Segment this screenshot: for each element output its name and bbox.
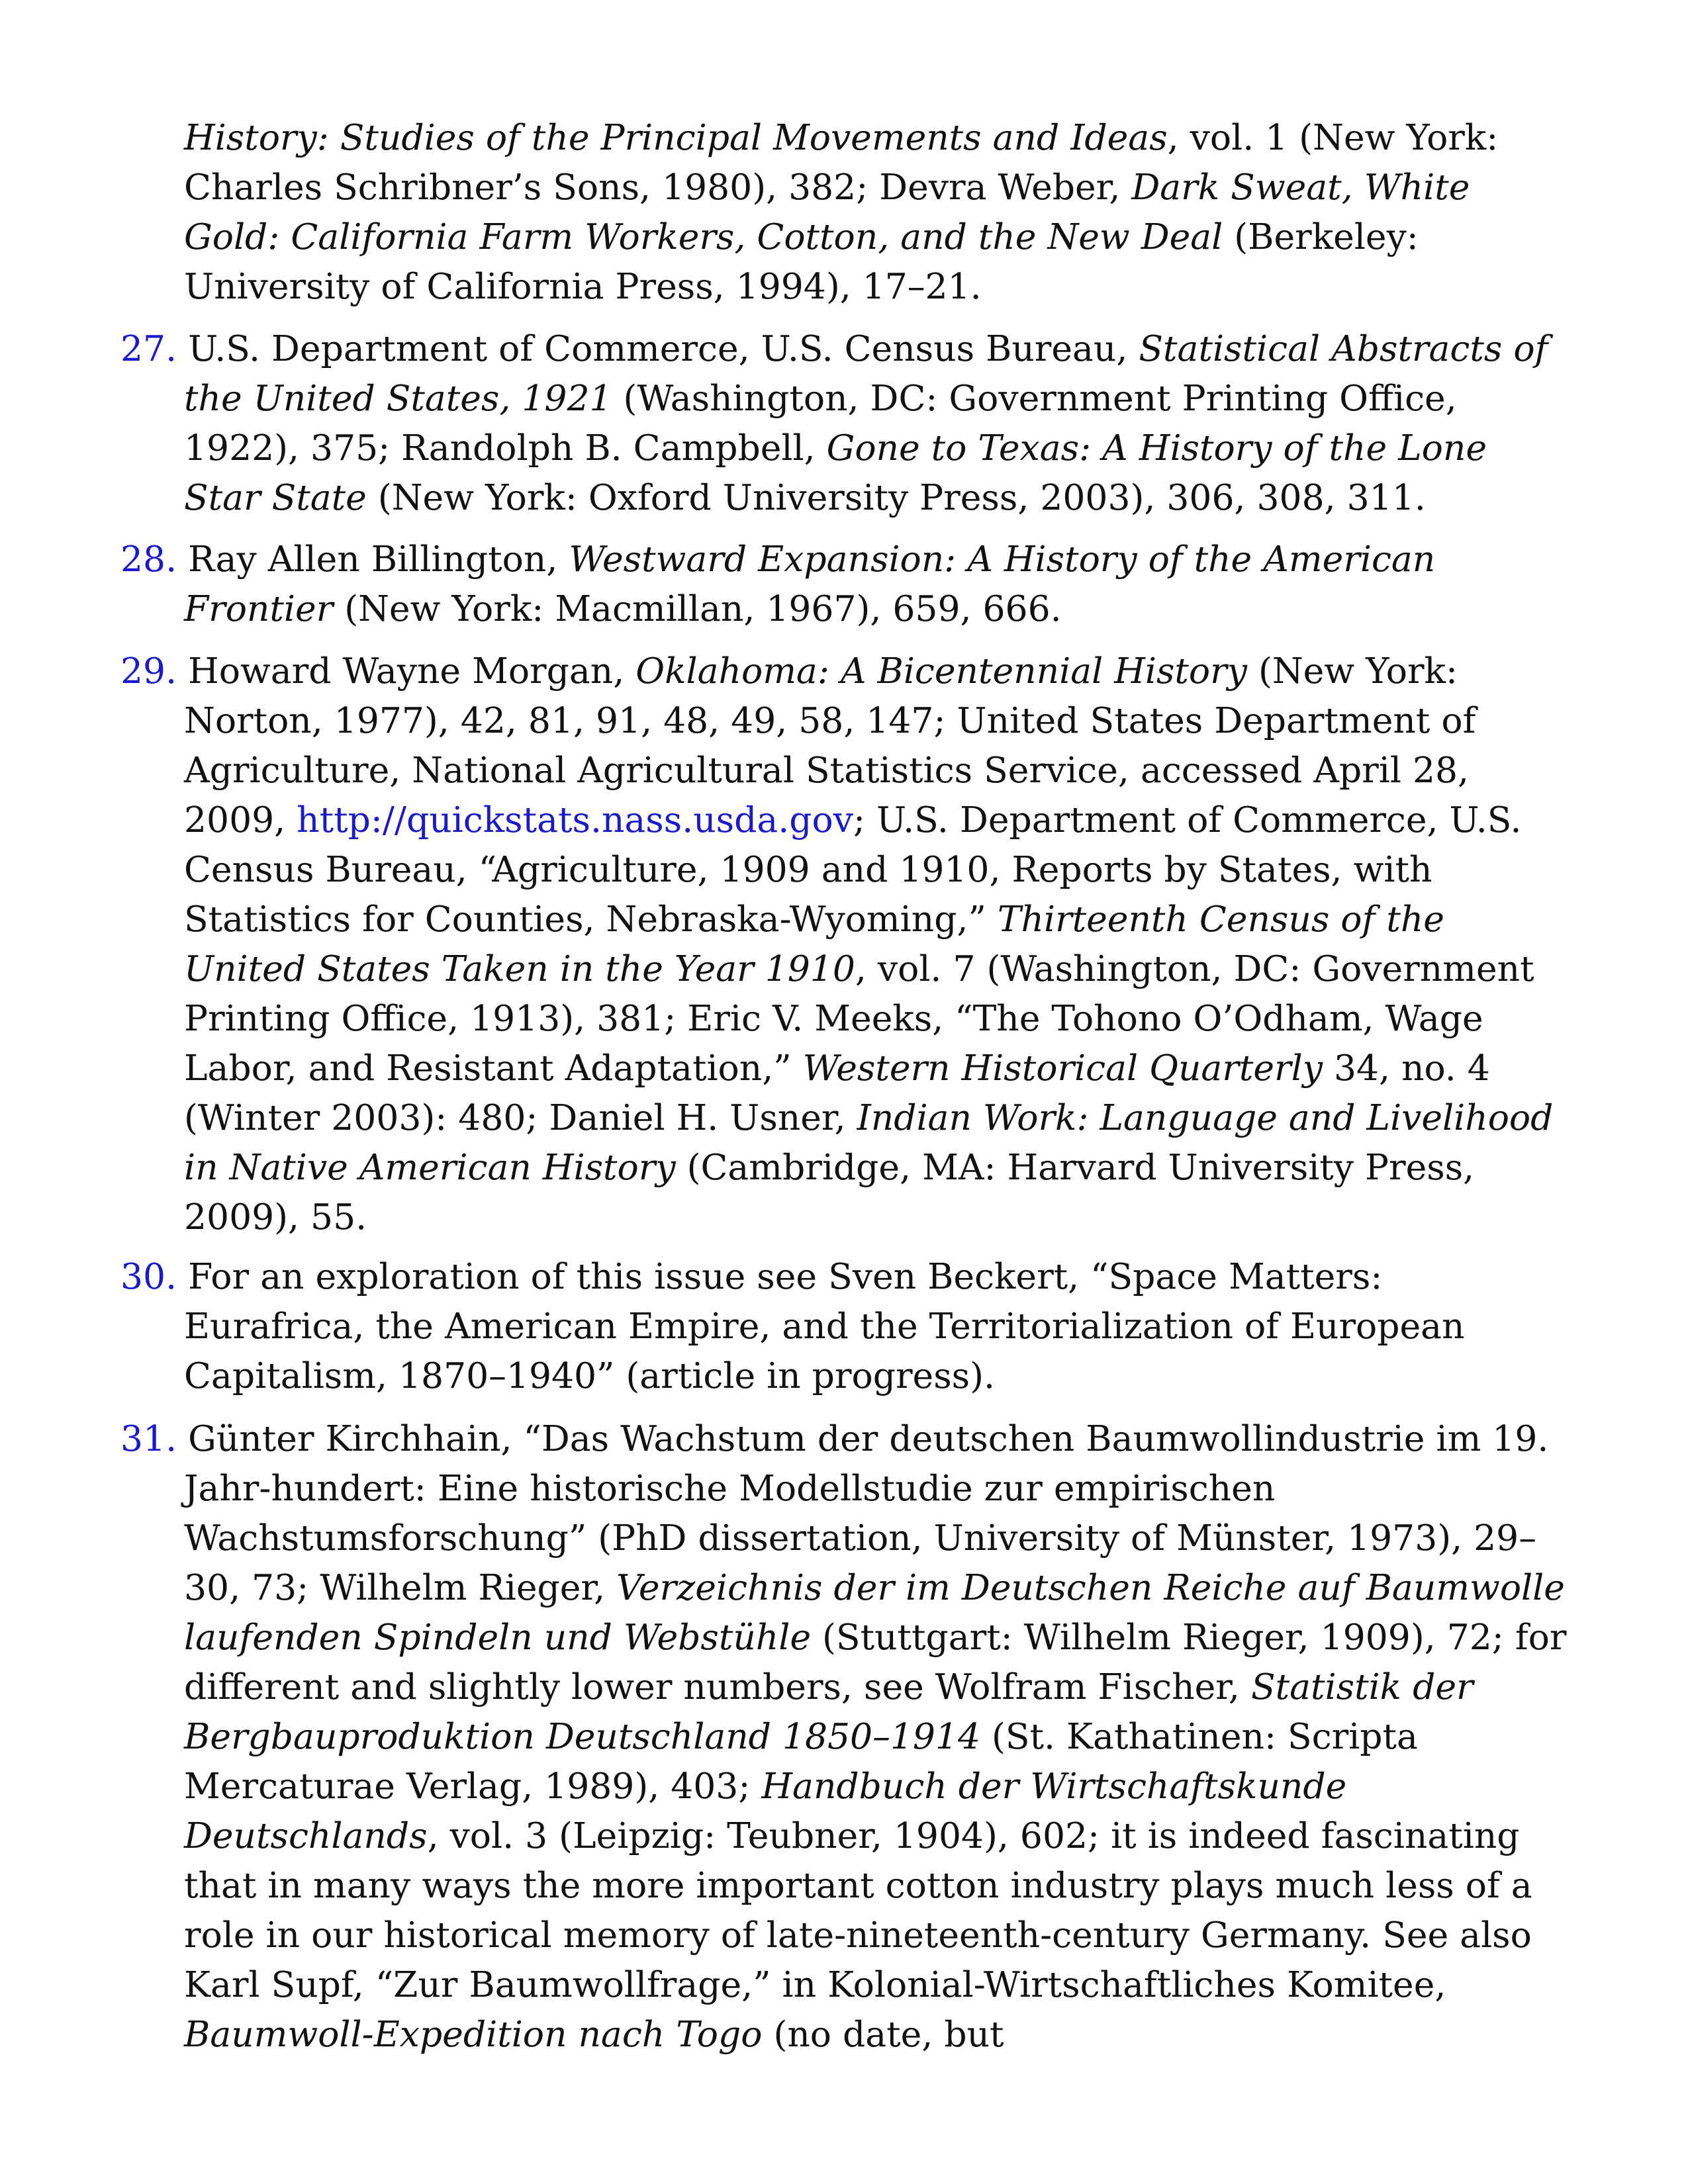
endnote-30 xyxy=(120,1251,1570,1400)
endnote-text-segment: Thirteenth Census of the United States Taken in the Year 1910 xyxy=(184,898,1444,989)
endnote-text-segment: U.S. Department of Commerce, U.S. Census Bureau, xyxy=(177,328,1139,369)
endnote-text-segment: Dark Sweat, White Gold: California Farm Workers, Cotton, and the New Deal xyxy=(184,166,1470,257)
endnote-number[interactable]: 27. xyxy=(120,328,177,369)
endnote-text-segment: , vol. 1 (New York: Charles Schribner’s Sons, 1980), 382; Devra Weber, xyxy=(184,116,1499,208)
endnote-text-segment: , vol. 3 (Leipzig: Teubner, 1904), 602; it is indeed fascinating that in many ways the more important cotton industry plays much less of a role in our historical memory of late-nineteenth-century Germany. See also Karl Supf, “Zur Baumwollfrage,” in Kolonial-Wirtschaftliches Komitee, xyxy=(184,1815,1532,2005)
endnote-text-segment: Westward Expansion: A History of the American Frontier xyxy=(184,538,1436,629)
endnote-text-segment: Statistical Abstracts of the United States, 1921 xyxy=(184,328,1548,419)
endnote-continuation xyxy=(120,113,1570,311)
endnote-28 xyxy=(120,534,1570,633)
endnote-text-segment: Ray Allen Billington, xyxy=(177,538,569,580)
endnote-text-segment: (St. Kathatinen: Scripta Mercaturae Verlag, 1989), 403; xyxy=(184,1715,1418,1807)
endnote-number[interactable]: 29. xyxy=(120,650,177,692)
endnote-text-segment: (New York: Macmillan, 1967), 659, 666. xyxy=(333,588,1062,629)
endnote-text-segment: Statistik der Bergbauproduktion Deutschland 1850–1914 xyxy=(184,1666,1474,1757)
endnote-text-segment: Western Historical Quarterly xyxy=(802,1047,1323,1089)
usda-quickstats-link[interactable]: http://quickstats.nass.usda.gov xyxy=(297,799,853,841)
endnote-text-segment: (Berkeley: University of California Press, 1994), 17–21. xyxy=(184,216,1419,307)
endnote-text-segment: Howard Wayne Morgan, xyxy=(177,650,636,692)
endnote-31 xyxy=(120,1414,1570,2059)
endnote-text-segment: (New York: Norton, 1977), 42, 81, 91, 48, 49, 58, 147; United States Department of Agriculture, National Agricultural Statistics Service, accessed April 28, 2009, xyxy=(184,650,1476,841)
endnote-text-segment: (Cambridge, MA: Harvard University Press, 2009), 55. xyxy=(184,1146,1475,1238)
endnote-number[interactable]: 28. xyxy=(120,538,177,580)
endnote-text-segment: Gone to Texas: A History of the Lone Star State xyxy=(184,427,1487,518)
endnote-text-segment: ; U.S. Department of Commerce, U.S. Census Bureau, “Agriculture, 1909 and 1910, Reports by States, with Statistics for Counties, Nebraska-Wyoming,” xyxy=(184,799,1522,940)
endnote-text-segment: Verzeichnis der im Deutschen Reiche auf Baumwolle laufenden Spindeln und Webstühle xyxy=(184,1567,1565,1658)
endnote-text-segment: 34, no. 4 (Winter 2003): 480; Daniel H. Usner, xyxy=(184,1047,1490,1138)
endnote-text-segment: Oklahoma: A Bicentennial History xyxy=(635,650,1247,692)
endnote-text-segment: History: Studies of the Principal Movements and Ideas xyxy=(184,116,1168,158)
endnote-text-segment: Günter Kirchhain, “Das Wachstum der deutschen Baumwollindustrie im 19. Jahr-hundert: Eine historische Modellstudie zur empirischen Wachstumsforschung” (PhD dissertation, University of Münster, 1973), 29–30, 73; Wilhelm Rieger, xyxy=(177,1418,1549,1608)
endnotes-page xyxy=(120,0,1570,2184)
endnote-text-segment: (no date, but xyxy=(762,2013,1004,2055)
endnote-text-segment: , vol. 7 (Washington, DC: Government Printing Office, 1913), 381; Eric V. Meeks, “The Tohono O’Odham, Wage Labor, and Resistant Adaptation,” xyxy=(184,948,1534,1089)
endnote-number[interactable]: 31. xyxy=(120,1418,177,1459)
endnote-29 xyxy=(120,646,1570,1242)
endnote-27 xyxy=(120,324,1570,522)
endnote-text-segment: Baumwoll-Expedition nach Togo xyxy=(184,2013,763,2055)
endnote-text-segment: For an exploration of this issue see Sven Beckert, “Space Matters: Eurafrica, the American Empire, and the Territorialization of European Capitalism, 1870–1940” (article in progress). xyxy=(177,1255,1465,1396)
endnote-text-segment: (New York: Oxford University Press, 2003), 306, 308, 311. xyxy=(366,477,1426,518)
endnote-number[interactable]: 30. xyxy=(120,1255,177,1297)
endnote-text-segment: Handbuch der Wirtschaftskunde Deutschlands xyxy=(184,1765,1347,1856)
endnote-text-segment: Indian Work: Language and Livelihood in Native American History xyxy=(184,1097,1554,1188)
endnote-text-segment: (Stuttgart: Wilhelm Rieger, 1909), 72; for different and slightly lower numbers, see Wolfram Fischer, xyxy=(184,1616,1567,1707)
endnote-text-segment: (Washington, DC: Government Printing Office, 1922), 375; Randolph B. Campbell, xyxy=(184,377,1457,469)
